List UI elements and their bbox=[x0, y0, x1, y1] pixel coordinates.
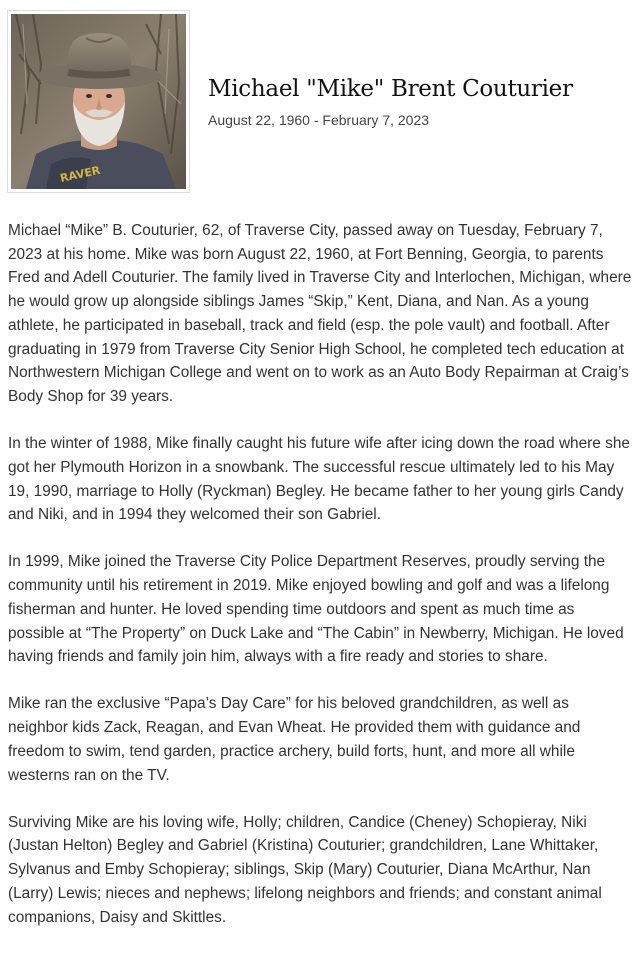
obituary-header bbox=[7, 10, 629, 196]
deceased-name: Michael "Mike" Brent Couturier bbox=[208, 76, 573, 102]
obituary-paragraph: In 1999, Mike joined the Traverse City Police Department Reserves, proudly serving the community until his retirement in 2019. Mike enjoyed bowling and golf and was a lifelong fisherman and hunter. He loved spending time outdoors and spent as much time as possible at “The Property” on Duck Lake and “The Cabin” in Newberry, Michigan. He loved having friends and family join him, always with a fire ready and stories to share. bbox=[8, 553, 624, 666]
portrait-photo-frame bbox=[7, 10, 190, 193]
portrait-photo bbox=[11, 14, 186, 189]
obituary-paragraph: In the winter of 1988, Mike finally caught his future wife after icing down the road where she got her Plymouth Horizon in a snowbank. The successful rescue ultimately led to his May 19, 1990, marriage to Holly (Ryckman) Begley. He became father to her young girls Candy and Niki, and in 1994 they welcomed their son Gabriel. bbox=[8, 435, 630, 524]
obituary-paragraph: Mike ran the exclusive “Papa’s Day Care” for his beloved grandchildren, as well as neighbor kids Zack, Reagan, and Evan Wheat. He provided them with guidance and freedom to swim, tend garden, practice archery, build forts, hunt, and more all while westerns ran on the TV. bbox=[8, 695, 581, 784]
life-dates: August 22, 1960 - February 7, 2023 bbox=[208, 112, 430, 128]
obituary-paragraph: Surviving Mike are his loving wife, Holly; children, Candice (Cheney) Schopieray, Niki (Justan Helton) Begley and Gabriel (Kristina) Couturier; grandchildren, Lane Whittaker, Sylvanus and Emby Schopieray; siblings, Skip (Mary) Couturier, Diana McArthur, Nan (Larry) Lewis; nieces and nephews; lifelong neighbors and friends; and constant animal companions, Daisy and Skittles. bbox=[8, 813, 602, 926]
obituary-paragraph: Michael “Mike” B. Couturier, 62, of Traverse City, passed away on Tuesday, February 7, 2023 at his home. Mike was born August 22, 1960, at Fort Benning, Georgia, to parents Fred and Adell Couturier. The family lived in Traverse City and Interlochen, Michigan, where he would grow up alongside siblings James “Skip,” Kent, Diana, and Nan. As a young athlete, he participated in baseball, track and field (esp. the pole vault) and football. After graduating in 1979 from Traverse City Senior High School, he completed tech education at Northwestern Michigan College and went on to work as an Auto Body Repairman at Craig’s Body Shop for 39 years. bbox=[8, 222, 632, 405]
obituary-text bbox=[8, 219, 632, 953]
svg-text:RAVER: RAVER bbox=[58, 163, 102, 185]
